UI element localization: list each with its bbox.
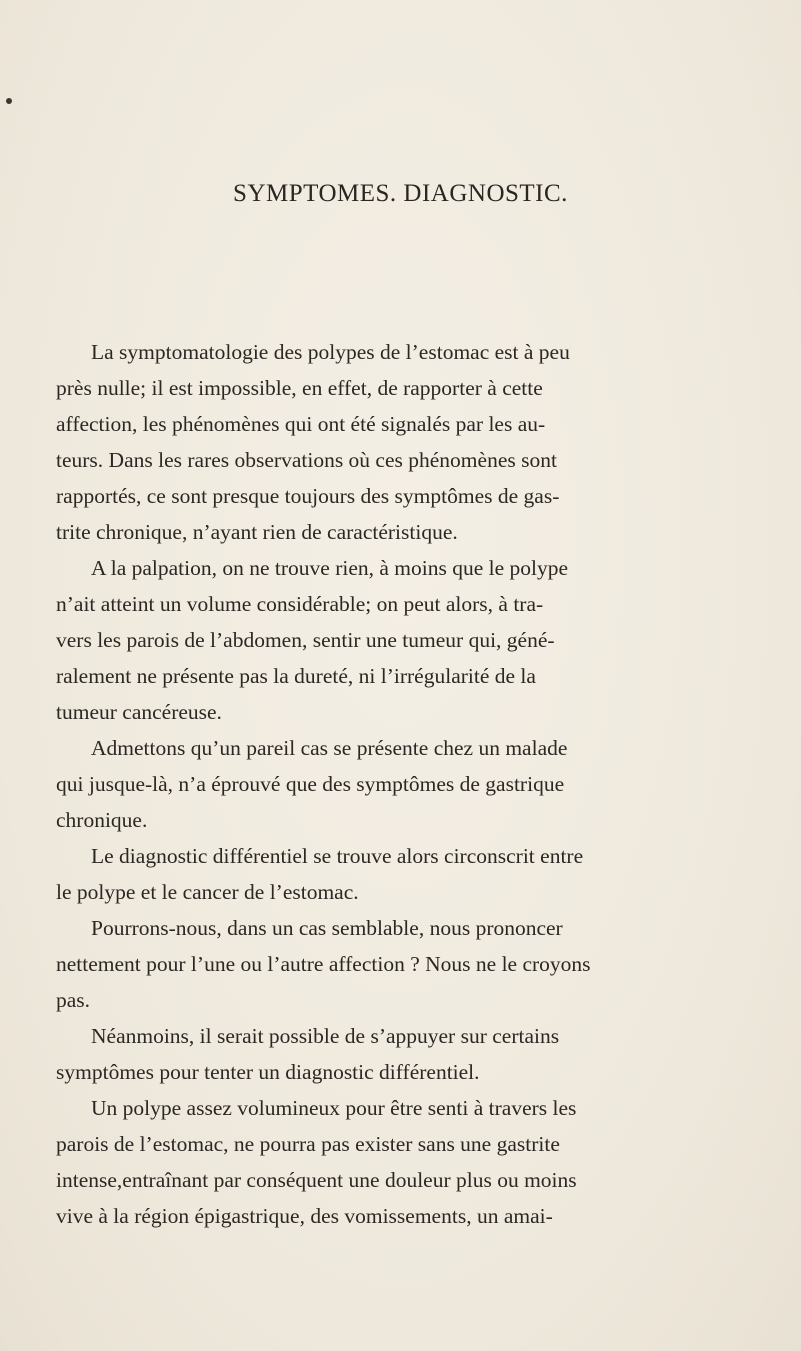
text-line: La symptomatologie des polypes de l’estomac est à peu [91,340,570,364]
text-line: Le diagnostic différentiel se trouve alors circonscrit entre [91,844,584,868]
text-line: nettement pour l’une ou l’autre affection ? Nous ne le croyons [56,952,591,976]
text-line: Pourrons-nous, dans un cas semblable, nous prononcer [91,916,563,940]
text-line: teurs. Dans les rares observations où ces phénomènes sont [56,448,557,472]
ink-speck [6,98,12,104]
text-line: qui jusque-là, n’a éprouvé que des symptômes de gastrique [56,772,565,796]
text-line: vive à la région épigastrique, des vomissements, un amai- [56,1204,553,1228]
text-line: près nulle; il est impossible, en effet, de rapporter à cette [56,376,543,400]
text-line: pas. [56,988,91,1012]
text-line: Néanmoins, il serait possible de s’appuyer sur certains [91,1024,560,1048]
chapter-title: SYMPTOMES. DIAGNOSTIC. [233,180,568,207]
text-line: Admettons qu’un pareil cas se présente chez un malade [91,736,568,760]
text-line: intense,entraînant par conséquent une douleur plus ou moins [56,1168,577,1192]
text-line: trite chronique, n’ayant rien de caractéristique. [56,520,458,544]
text-line: symptômes pour tenter un diagnostic différentiel. [56,1060,480,1084]
text-line: A la palpation, on ne trouve rien, à moins que le polype [91,556,569,580]
text-line: le polype et le cancer de l’estomac. [56,880,359,904]
text-line: rapportés, ce sont presque toujours des symptômes de gas- [56,484,560,508]
text-line: chronique. [56,808,148,832]
text-line: tumeur cancéreuse. [56,700,222,724]
text-line: affection, les phénomènes qui ont été signalés par les au- [56,412,546,436]
text-line: parois de l’estomac, ne pourra pas exister sans une gastrite [56,1132,560,1156]
text-line: Un polype assez volumineux pour être senti à travers les [91,1096,577,1120]
text-line: n’ait atteint un volume considérable; on peut alors, à tra- [56,592,544,616]
text-line: vers les parois de l’abdomen, sentir une tumeur qui, géné- [56,628,555,652]
text-line: ralement ne présente pas la dureté, ni l’irrégularité de la [56,664,536,688]
